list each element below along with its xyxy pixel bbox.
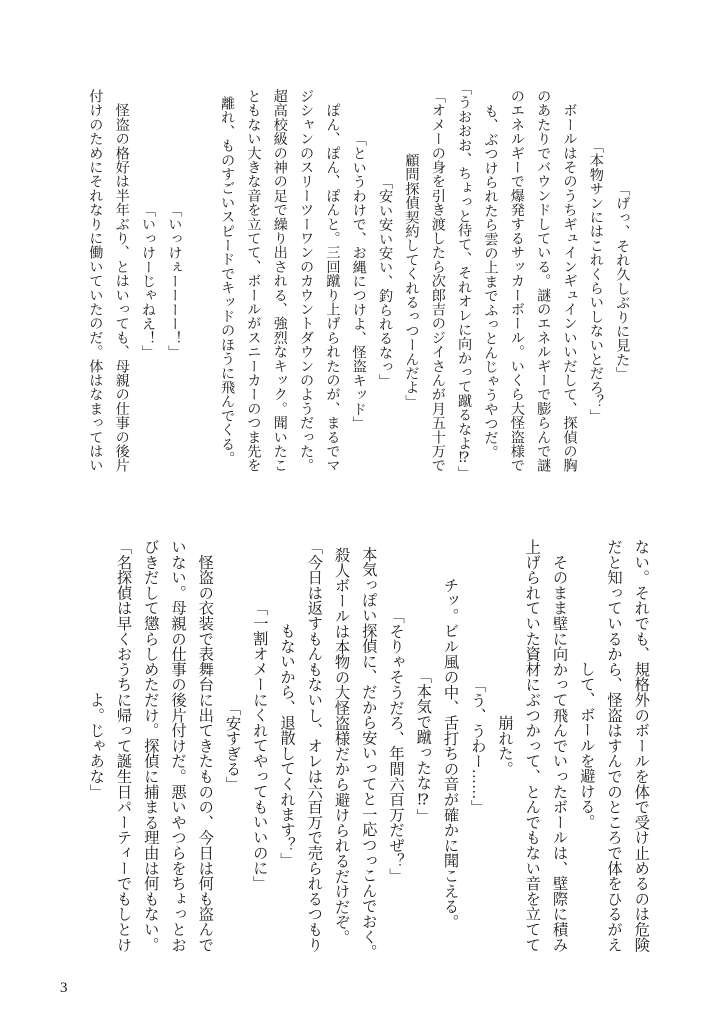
text-line: 「本物サンにはこれくらいしないとだろ？」 (587, 139, 604, 423)
text-line: そのまま壁に向かって飛んでいったボールは、壁際に積み (550, 538, 568, 953)
text-column (327, 533, 354, 958)
text-line: 「今日は返すもんもないし、オレは六百万で売られるつもり (305, 538, 323, 953)
text-column (319, 85, 345, 477)
text-column (218, 533, 245, 958)
text-column (382, 533, 409, 958)
text-column (191, 533, 218, 958)
page-number: 3 (60, 980, 68, 996)
text-line: 「というわけで、お縄につけよ、怪盗キッド」 (350, 131, 367, 431)
text-column (464, 533, 491, 958)
text-column (240, 85, 266, 477)
text-line: 「そりゃそうだろ、年間六百万だぜ？」 (387, 607, 404, 884)
text-column (187, 85, 213, 477)
text-line: もないから、退散してくれます？」 (278, 623, 295, 868)
text-column (436, 533, 463, 958)
text-line: びきだして懲らしめただけ。探偵に捕まる理由は何もない。 (141, 538, 159, 953)
text-column (273, 533, 300, 958)
text-column (491, 533, 518, 958)
lower-text-block (82, 533, 654, 958)
text-line: チッ。ビル風の中、舌打ちの音が確かに聞こえる。 (441, 561, 459, 930)
text-column (424, 85, 450, 477)
text-column (398, 85, 424, 477)
text-column (530, 85, 556, 477)
text-column (504, 85, 530, 477)
text-column (477, 85, 503, 477)
text-column (137, 533, 164, 958)
text-column (372, 85, 398, 477)
text-line: 「安い安い安い、釣られるなっ」 (377, 174, 394, 388)
text-column (109, 533, 136, 958)
text-line: も、ぶつけられたら雲の上までふっとんじゃうやつだ。 (482, 103, 499, 459)
text-line: 付けのためにそれなりに働いていたのだ。体はなまってはい (87, 89, 104, 473)
text-column (556, 85, 582, 477)
text-line: よ。じゃあな」 (87, 691, 105, 800)
text-line: だと知っているから、怪盗はすんでのところで体をひるがえ (605, 538, 622, 953)
text-column (573, 533, 600, 958)
text-column (518, 533, 545, 958)
text-line: 「うおおお、ちょっと待て、それオレに向かって蹴るなよ⁉」 (456, 81, 473, 481)
text-column (82, 85, 108, 477)
text-line: のあたりでバウンドしている。謎のエネルギーで膨らんで謎 (535, 89, 552, 473)
text-column (135, 85, 161, 477)
text-column (300, 533, 327, 958)
text-line: 「げっ、それ久しぶりに見た」 (614, 181, 631, 381)
text-column (583, 85, 609, 477)
text-line: ぽん、ぽん、ぽんと。三回蹴り上げられたのが、まるでマ (324, 89, 341, 473)
text-line: 「いっけぇーーーー！」 (166, 202, 183, 360)
text-column (409, 533, 436, 958)
text-line: 崩れた。 (496, 714, 513, 777)
text-column (451, 81, 477, 481)
text-line: 「名探偵は早くおうちに帰って誕生日パーティーでもしとけ (114, 538, 132, 953)
text-column (164, 533, 191, 958)
text-line: いない。母親の仕事の後片付けだ。悪いやつらをちょっとお (169, 538, 186, 953)
text-line: 「一割オメーにくれてやってもいいのに」 (250, 600, 268, 891)
text-line: のエネルギーで爆発するサッカーボール。いくら大怪盗様で (508, 89, 525, 473)
text-line: して、ボールを避ける。 (577, 661, 595, 830)
text-column (161, 85, 187, 477)
text-line: 怪盗の格好は半年ぶり、とはいっても、母親の仕事の後片 (113, 89, 130, 473)
text-line: 怪盗の衣装で表舞台に出てきたものの、今日は何も盗んで (196, 538, 214, 953)
text-line: 離れ、ものすごいスピードでキッドのほうに飛んでくる。 (219, 96, 236, 466)
text-line: 「オメーの身を引き渡したら次郎吉のジイさんが月五十万で (429, 89, 446, 473)
text-line: ない。それでも、規格外のボールを体で受け止めるのは危険 (632, 538, 650, 953)
text-column (266, 85, 292, 477)
text-line: 超高校級の神の足で繰り出される、強烈なキック。聞いたこ (271, 89, 288, 473)
text-column (108, 85, 134, 477)
text-line: 「いっけーじゃねえ！」 (140, 202, 157, 360)
text-column (214, 85, 240, 477)
text-line: 本気っぽい探偵に、だから安いってと一応つっこんでおく。 (359, 531, 377, 960)
text-column (246, 533, 273, 958)
text-line: 殺人ボールは本物の大怪盗様だから避けられるだけだぞ。 (332, 546, 350, 945)
text-line: 「本気で蹴ったな⁉」 (414, 667, 432, 824)
text-column (600, 533, 627, 958)
text-line: 「安すぎる」 (223, 699, 241, 792)
text-column (609, 85, 635, 477)
text-line: ボールはそのうちギュインギュインいいだして、探偵の胸 (561, 89, 578, 473)
text-line: ジシャンのスリーツーワンのカウントダウンのようだった。 (298, 89, 315, 473)
text-line: 「う、うわー……」 (468, 676, 486, 815)
text-column (355, 533, 382, 958)
text-line: ともない大きな音を立てて、ボールがスニーカーのつま先を (245, 89, 262, 473)
text-column (82, 533, 109, 958)
upper-text-block (82, 81, 635, 481)
text-line: 顧問探偵契約してくれるっつーんだよ」 (403, 153, 420, 409)
text-column (545, 533, 572, 958)
text-column (293, 85, 319, 477)
text-column (345, 85, 371, 477)
text-line: 上げられていた資材にぶつかって、とんでもない音を立てて (523, 538, 541, 953)
text-column (627, 533, 654, 958)
